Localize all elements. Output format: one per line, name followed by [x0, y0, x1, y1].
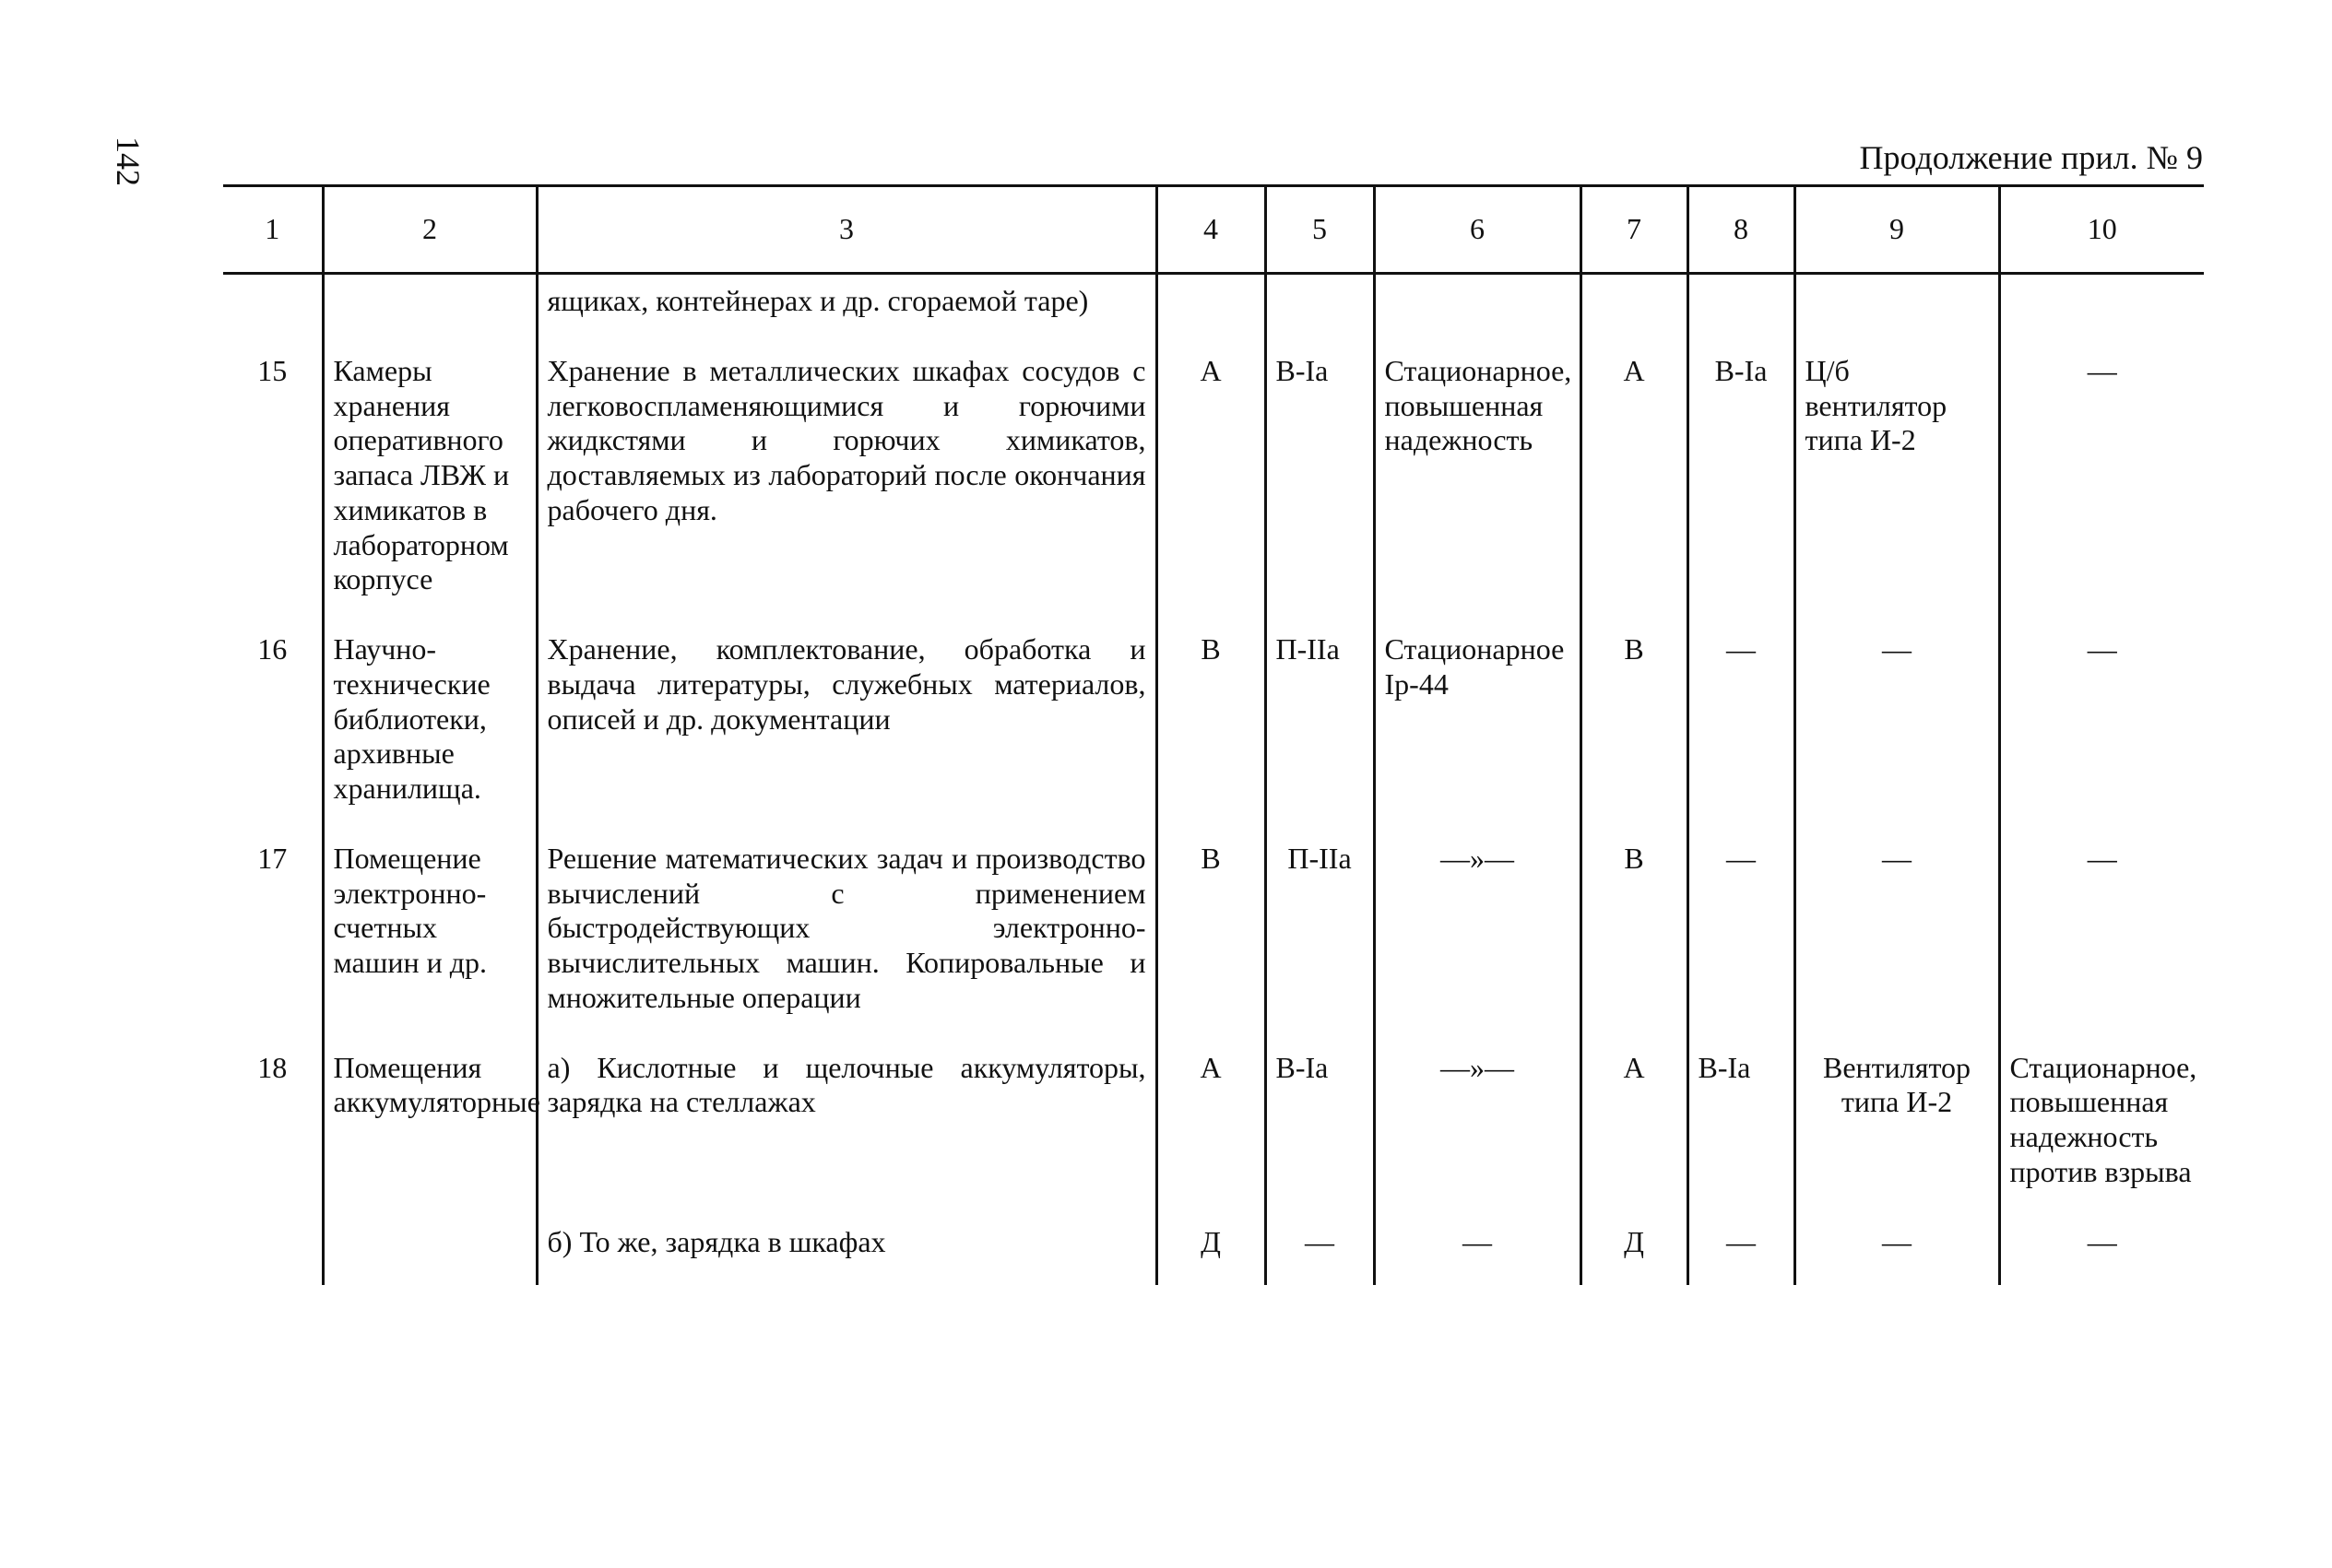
table-row	[223, 623, 2204, 832]
room-name: Помещение электронно-счетных машин и др.	[323, 832, 537, 1042]
cell-col4: А	[1156, 345, 1265, 623]
cell-col4: А	[1156, 1042, 1265, 1216]
cell-col10: —	[1999, 1216, 2204, 1286]
cell-col9	[1794, 274, 1999, 345]
cell-col6: —»—	[1374, 1042, 1580, 1216]
cell-col10	[1999, 274, 2204, 345]
col-header-2: 2	[323, 186, 537, 274]
table-row	[223, 832, 2204, 1042]
table-row	[223, 1216, 2204, 1286]
cell-col5: П-IIа	[1265, 832, 1374, 1042]
row-number: 15	[257, 353, 288, 387]
cell-col9: —	[1794, 623, 1999, 832]
cell-col8: —	[1687, 623, 1794, 832]
cell-col9: Ц/б вентилятор типа И-2	[1794, 345, 1999, 623]
cell-col4: В	[1156, 623, 1265, 832]
cell-col6: —»—	[1374, 832, 1580, 1042]
col-header-3: 3	[537, 186, 1156, 274]
row-number	[223, 274, 323, 345]
process-description: ящиках, контейнерах и др. сгораемой таре)	[537, 274, 1156, 345]
process-description: Хранение, комплектование, обработка и выдача литературы, служебных материалов, описей и др. документации	[537, 623, 1156, 832]
cell-col5: В-Ia	[1265, 1042, 1374, 1216]
cell-col8: В-Ia	[1687, 345, 1794, 623]
cell-col10: Стационарное, повышенная надежность против взрыва	[1999, 1042, 2204, 1216]
table-header-row	[223, 186, 2204, 274]
cell-col7: В	[1580, 832, 1687, 1042]
cell-col8	[1687, 274, 1794, 345]
cell-col9: —	[1794, 1216, 1999, 1286]
process-description: Решение математических задач и производство вычислений с применением быстродействующих электронно-вычислительных машин. Копировальные и множительные операции	[537, 832, 1156, 1042]
cell-col8: В-Ia	[1687, 1042, 1794, 1216]
cell-col7: А	[1580, 345, 1687, 623]
cell-col5	[1265, 274, 1374, 345]
process-description: б) То же, зарядка в шкафах	[537, 1216, 1156, 1286]
col-header-5: 5	[1265, 186, 1374, 274]
cell-col5: —	[1265, 1216, 1374, 1286]
col-header-10: 10	[1999, 186, 2204, 274]
appendix-table	[223, 184, 2204, 1285]
cell-col5: П-IIа	[1265, 623, 1374, 832]
cell-col4: В	[1156, 832, 1265, 1042]
room-name: Помещения аккумуляторные	[323, 1042, 537, 1216]
cell-col10: —	[1999, 832, 2204, 1042]
table-row	[223, 274, 2204, 345]
page-number: 142	[110, 136, 147, 186]
room-name: Научно-технические библиотеки, архивные хранилища.	[323, 623, 537, 832]
col-header-8: 8	[1687, 186, 1794, 274]
cell-col7: Д	[1580, 1216, 1687, 1286]
cell-col7: А	[1580, 1042, 1687, 1216]
col-header-6: 6	[1374, 186, 1580, 274]
row-number: 17	[257, 841, 288, 875]
cell-col6: Стационарное, повышенная надежность	[1374, 345, 1580, 623]
row-number: 18	[257, 1050, 288, 1084]
cell-col10: —	[1999, 623, 2204, 832]
cell-col6	[1374, 274, 1580, 345]
cell-col9: —	[1794, 832, 1999, 1042]
col-header-4: 4	[1156, 186, 1265, 274]
col-header-1: 1	[223, 186, 323, 274]
cell-col5: В-Ia	[1265, 345, 1374, 623]
col-header-9: 9	[1794, 186, 1999, 274]
process-description: Хранение в металлических шкафах сосудов с легковоспламеняющимися и горючими жидкстями и горючих химикатов, доставляемых из лабораторий после окончания рабочего дня.	[537, 345, 1156, 623]
cell-col4	[1156, 274, 1265, 345]
cell-col7: В	[1580, 623, 1687, 832]
room-name	[323, 1216, 537, 1286]
continuation-label: Продолжение прил. № 9	[1859, 139, 2203, 176]
cell-col8: —	[1687, 832, 1794, 1042]
row-number: 16	[257, 632, 288, 666]
col-header-7: 7	[1580, 186, 1687, 274]
table-row	[223, 1042, 2204, 1216]
cell-col6: Стационарное Iр-44	[1374, 623, 1580, 832]
room-name: Камеры хранения оперативного запаса ЛВЖ и химикатов в лабораторном корпусе	[323, 345, 537, 623]
cell-col4: Д	[1156, 1216, 1265, 1286]
cell-col9: Вентилятор типа И-2	[1794, 1042, 1999, 1216]
room-name	[323, 274, 537, 345]
row-number	[223, 1216, 323, 1286]
cell-col8: —	[1687, 1216, 1794, 1286]
cell-col7	[1580, 274, 1687, 345]
cell-col10: —	[1999, 345, 2204, 623]
cell-col6: —	[1374, 1216, 1580, 1286]
table-row	[223, 345, 2204, 623]
process-description: а) Кислотные и щелочные аккумуляторы, зарядка на стеллажах	[537, 1042, 1156, 1216]
